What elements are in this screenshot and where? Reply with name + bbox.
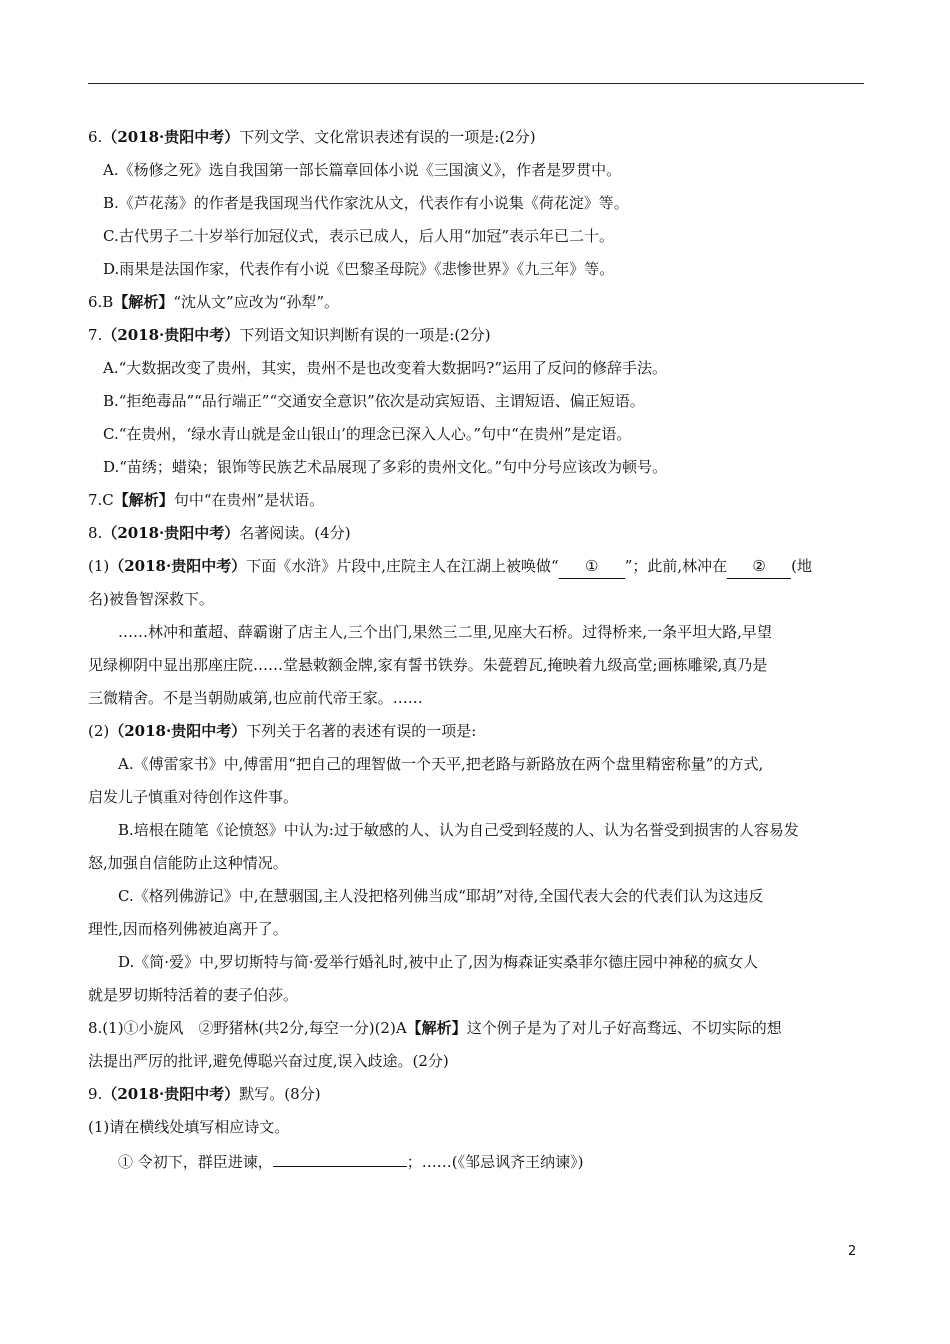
question-8-part-2 — [88, 715, 864, 748]
source-tag: （2018·贵阳中考） — [109, 722, 247, 740]
option-d: D.“苗绣；蜡染；银饰等民族艺术品展现了多彩的贵州文化。”句中分号应该改为顿号。 — [103, 458, 668, 476]
part-text: (地 — [791, 557, 812, 575]
analysis-text: 句中“在贵州”是状语。 — [173, 491, 325, 509]
page-number: 2 — [848, 1244, 857, 1259]
question-8-stem — [88, 517, 864, 550]
question-8-part-1-cont: 名)被鲁智深救下。 — [88, 590, 214, 608]
answer-6 — [88, 286, 864, 319]
part-number: (2) — [88, 722, 110, 740]
option-c: C.古代男子二十岁举行加冠仪式，表示已成人，后人用“加冠”表示年已二十。 — [103, 227, 615, 245]
option-d-cont: 就是罗切斯特活着的妻子伯莎。 — [88, 986, 299, 1004]
passage-line: 三微精舍。不是当朝勋戚第,也应前代帝王家。…… — [88, 689, 423, 707]
option-b: B.《芦花荡》的作者是我国现当代作家沈从文，代表作有小说集《荷花淀》等。 — [103, 194, 629, 212]
question-text: 下列文学、文化常识表述有误的一项是:(2分) — [239, 128, 536, 146]
answer-key: 8.(1)①小旋风 ②野猪林(共2分,每空一分)(2)A — [88, 1019, 407, 1037]
passage-line: 见绿柳阴中显出那座庄院……堂悬敕额金牌,家有誓书铁券。朱甍碧瓦,掩映着九级高堂;画栋雕梁,真乃是 — [88, 656, 768, 674]
fill-in-item-1 — [88, 1144, 864, 1177]
part-number: (1) — [88, 557, 110, 575]
analysis-label: 【解析】 — [406, 1019, 467, 1037]
question-7-stem — [88, 319, 864, 352]
passage-line: ……林冲和董超、薛霸谢了店主人,三个出门,果然三二里,见座大石桥。过得桥来,一条平坦大路,早望 — [118, 623, 772, 641]
option-d: D.雨果是法国作家，代表作有小说《巴黎圣母院》《悲惨世界》《九三年》等。 — [103, 260, 615, 278]
part-text: 下面《水浒》片段中,庄院主人在江湖上被唤做“ — [246, 557, 559, 575]
option-a-cont: 启发儿子慎重对待创作这件事。 — [88, 788, 299, 806]
question-number: 8. — [88, 524, 103, 542]
question-text: 名著阅读。(4分) — [239, 524, 351, 542]
option-b-cont: 怒,加强自信能防止这种情况。 — [88, 854, 288, 872]
answer-8-cont: 法提出严厉的批评,避免傅聪兴奋过度,误入歧途。(2分) — [88, 1052, 449, 1070]
question-text: 下列语文知识判断有误的一项是:(2分) — [239, 326, 491, 344]
option-d: D.《简·爱》中,罗切斯特与简·爱举行婚礼时,被中止了,因为梅森证实桑菲尔德庄园中神秘的疯女人 — [118, 953, 759, 971]
source-tag: （2018·贵阳中考） — [102, 326, 240, 344]
analysis-label: 【解析】 — [113, 491, 174, 509]
analysis-text: “沈从文”应改为“孙犁”。 — [173, 293, 340, 311]
page-content — [88, 121, 864, 1177]
question-number: 9. — [88, 1085, 103, 1103]
source-tag: （2018·贵阳中考） — [109, 557, 247, 575]
item-text: ；……(《邹忌讽齐王纳谏》) — [406, 1153, 584, 1171]
analysis-label: 【解析】 — [113, 293, 174, 311]
answer-key: 7.C — [88, 491, 114, 509]
answer-blank-2: ② — [727, 556, 791, 579]
option-b: B.培根在随笔《论愤怒》中认为:过于敏感的人、认为自己受到轻蔑的人、认为名誉受到损害的人容易发 — [118, 821, 799, 839]
answer-7 — [88, 484, 864, 517]
source-tag: （2018·贵阳中考） — [102, 1085, 240, 1103]
option-a: A.《傅雷家书》中,傅雷用“把自己的理智做一个天平,把老路与新路放在两个盘里精密称量”的方式, — [118, 755, 764, 773]
part-text: 下列关于名著的表述有误的一项是: — [246, 722, 477, 740]
option-a: A.《杨修之死》选自我国第一部长篇章回体小说《三国演义》，作者是罗贯中。 — [103, 161, 622, 179]
question-9-stem — [88, 1078, 864, 1111]
option-a: A.“大数据改变了贵州，其实，贵州不是也改变着大数据吗?”运用了反问的修辞手法。 — [103, 359, 667, 377]
answer-key: 6.B — [88, 293, 114, 311]
question-number: 7. — [88, 326, 103, 344]
question-9-part-1: (1)请在横线处填写相应诗文。 — [88, 1118, 290, 1136]
source-tag: （2018·贵阳中考） — [102, 524, 240, 542]
part-text: ”；此前,林冲在 — [624, 557, 728, 575]
fill-in-blank[interactable] — [273, 1144, 407, 1167]
source-tag: （2018·贵阳中考） — [102, 128, 240, 146]
item-text: ① 令初下，群臣进谏， — [118, 1153, 273, 1171]
option-c-cont: 理性,因而格列佛被迫离开了。 — [88, 920, 288, 938]
analysis-text: 这个例子是为了对儿子好高骛远、不切实际的想 — [466, 1019, 782, 1037]
question-number: 6. — [88, 128, 103, 146]
question-8-part-1 — [88, 550, 864, 583]
question-6-stem — [88, 121, 864, 154]
option-b: B.“拒绝毒品”“品行端正”“交通安全意识”依次是动宾短语、主谓短语、偏正短语。 — [103, 392, 645, 410]
option-c: C.“在贵州，‘绿水青山就是金山银山’的理念已深入人心。”句中“在贵州”是定语。 — [103, 425, 632, 443]
question-text: 默写。(8分) — [239, 1085, 321, 1103]
header-rule — [88, 83, 864, 84]
option-c: C.《格列佛游记》中,在慧骃国,主人没把格列佛当成“耶胡”对待,全国代表大会的代表们认为这违反 — [118, 887, 764, 905]
answer-8 — [88, 1012, 864, 1045]
answer-blank-1: ① — [559, 556, 625, 579]
